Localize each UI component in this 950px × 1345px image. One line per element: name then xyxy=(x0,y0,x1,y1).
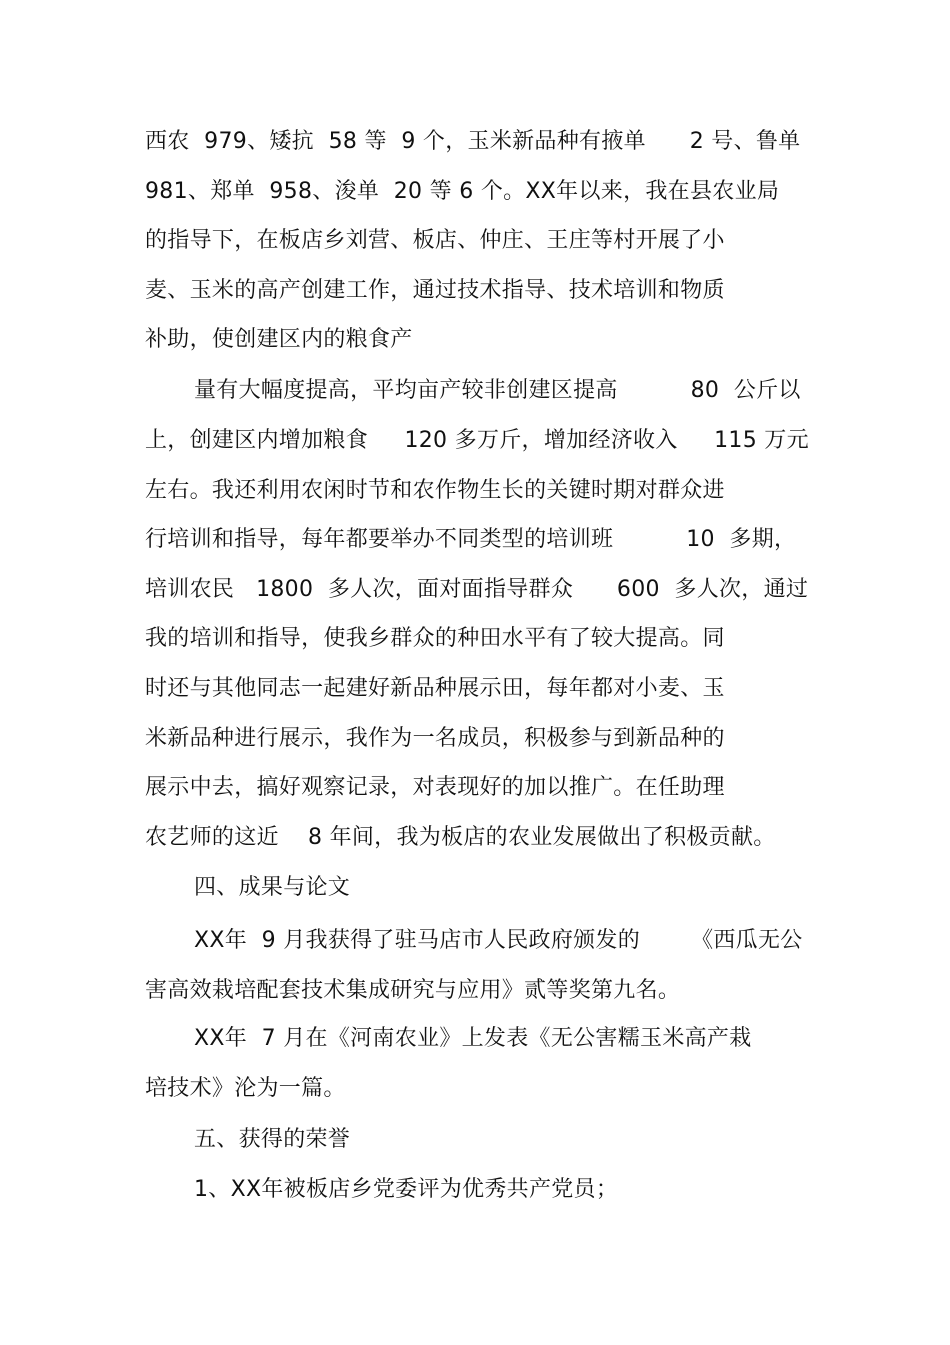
text-line: 西农 979、矮抗 58 等 9 个，玉米新品种有掖单 2 号、鲁单 xyxy=(145,129,801,154)
text-line: 左右。我还利用农闲时节和农作物生长的关键时期对群众进 xyxy=(145,478,725,503)
text-line: 补助，使创建区内的粮食产 xyxy=(145,327,413,352)
section-heading: 四、成果与论文 xyxy=(194,875,351,900)
text-line: 培训农民 1800 多人次，面对面指导群众 600 多人次，通过 xyxy=(145,577,809,602)
text-line: 害高效栽培配套技术集成研究与应用》贰等奖第九名。 xyxy=(145,978,681,1003)
text-line: 981、郑单 958、浚单 20 等 6 个。XX年以来，我在县农业局 xyxy=(145,179,780,204)
section-heading: 五、获得的荣誉 xyxy=(194,1127,351,1152)
paragraph-start-line: XX年 9 月我获得了驻马店市人民政府颁发的 《西瓜无公 xyxy=(194,928,803,953)
text-line: 上，创建区内增加粮食 120 多万斤，增加经济收入 115 万元 xyxy=(145,428,809,453)
text-line: 米新品种进行展示，我作为一名成员，积极参与到新品种的 xyxy=(145,726,725,751)
text-line: 行培训和指导，每年都要举办不同类型的培训班 10 多期， xyxy=(145,527,797,552)
paragraph-start-line: XX年 7 月在《河南农业》上发表《无公害糯玉米高产栽 xyxy=(194,1026,752,1051)
text-line: 展示中去，搞好观察记录，对表现好的加以推广。在任助理 xyxy=(145,775,725,800)
text-line: 农艺师的这近 8 年间，我为板店的农业发展做出了积极贡献。 xyxy=(145,825,776,850)
text-line: 时还与其他同志一起建好新品种展示田，每年都对小麦、玉 xyxy=(145,676,725,701)
list-item: 1、XX年被板店乡党委评为优秀共产党员； xyxy=(194,1177,619,1202)
text-line: 我的培训和指导，使我乡群众的种田水平有了较大提高。同 xyxy=(145,626,725,651)
text-line: 麦、玉米的高产创建工作，通过技术指导、技术培训和物质 xyxy=(145,278,725,303)
paragraph-start-line: 量有大幅度提高，平均亩产较非创建区提高 80 公斤以 xyxy=(194,378,801,403)
text-line: 的指导下，在板店乡刘营、板店、仲庄、王庄等村开展了小 xyxy=(145,228,725,253)
text-line: 培技术》沦为一篇。 xyxy=(145,1076,346,1101)
